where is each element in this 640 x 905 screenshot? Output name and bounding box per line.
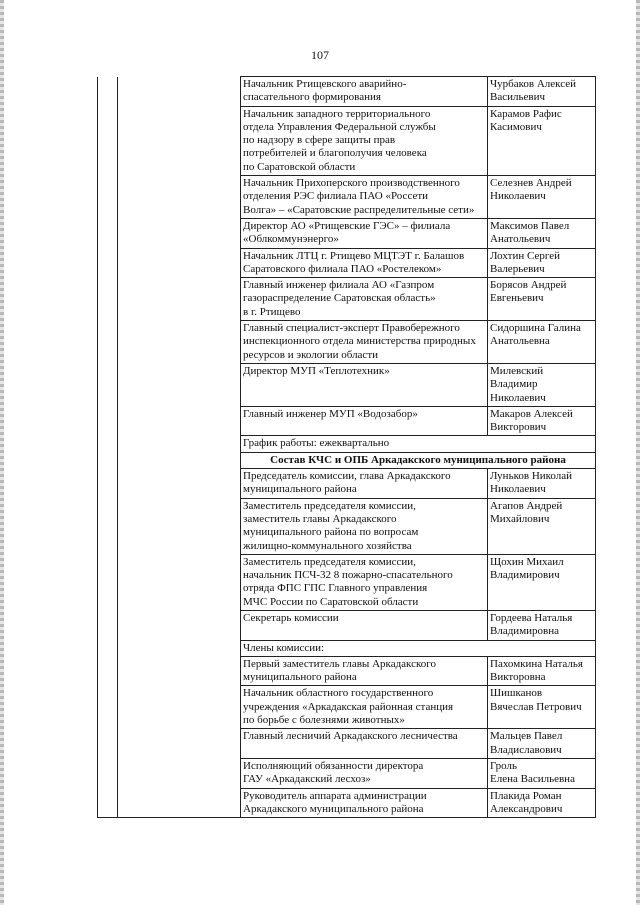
name-cell: Гордеева Наталья Владимировна <box>488 610 596 640</box>
position-cell: Председатель комиссии, глава Аркадакского муниципального района <box>241 469 488 499</box>
name-cell: Щохин Михаил Владимирович <box>488 554 596 610</box>
name-cell: Карамов Рафис Касимович <box>488 106 596 175</box>
name-cell: Лохтин Сергей Валерьевич <box>488 248 596 278</box>
blank-cell-mid <box>118 77 241 818</box>
scan-edge-right <box>636 0 640 905</box>
name-cell: Борясов Андрей Евгеньевич <box>488 278 596 321</box>
position-cell: Секретарь комиссии <box>241 610 488 640</box>
commission-table <box>97 76 596 818</box>
position-cell: Главный инженер МУП «Водозабор» <box>241 406 488 436</box>
position-cell: Исполняющий обязанности директора ГАУ «Аркадакский лесхоз» <box>241 758 488 788</box>
name-cell: Гроль Елена Васильевна <box>488 758 596 788</box>
position-cell: Начальник Прихоперского производственного отделения РЭС филиала ПАО «Россети Волга» – «Саратовские распределительные сети» <box>241 176 488 219</box>
position-cell: Заместитель председателя комиссии, заместитель главы Аркадакского муниципального района по вопросам жилищно-коммунального хозяйства <box>241 498 488 554</box>
name-cell: Шишканов Вячеслав Петрович <box>488 686 596 729</box>
position-cell: Начальник Ртищевского аварийно- спасательного формирования <box>241 77 488 107</box>
schedule-note: График работы: ежеквартально <box>241 436 596 452</box>
blank-cell-left <box>98 77 118 818</box>
position-cell: Главный лесничий Аркадакского лесничества <box>241 729 488 759</box>
position-cell: Директор МУП «Теплотехник» <box>241 363 488 406</box>
position-cell: Первый заместитель главы Аркадакского муниципального района <box>241 656 488 686</box>
name-cell: Мальцев Павел Владиславович <box>488 729 596 759</box>
members-label: Члены комиссии: <box>241 640 596 656</box>
name-cell: Плакида Роман Александрович <box>488 788 596 818</box>
position-cell: Директор АО «Ртищевские ГЭС» – филиала «Облкоммунэнерго» <box>241 218 488 248</box>
position-cell: Начальник областного государственного учреждения «Аркадакская районная станция по борьбе с болезнями животных» <box>241 686 488 729</box>
name-cell: Милевский Владимир Николаевич <box>488 363 596 406</box>
name-cell: Агапов Андрей Михайлович <box>488 498 596 554</box>
position-cell: Руководитель аппарата администрации Аркадакского муниципального района <box>241 788 488 818</box>
position-cell: Заместитель председателя комиссии, начальник ПСЧ-32 8 пожарно-спасательного отряда ФПС ГПС Главного управления МЧС России по Саратовской области <box>241 554 488 610</box>
section-heading: Состав КЧС и ОПБ Аркадакского муниципального района <box>241 452 596 468</box>
position-cell: Начальник ЛТЦ г. Ртищево МЦТЭТ г. Балашов Саратовского филиала ПАО «Ростелеком» <box>241 248 488 278</box>
name-cell: Максимов Павел Анатольевич <box>488 218 596 248</box>
name-cell: Сидоршина Галина Анатольевна <box>488 321 596 364</box>
position-cell: Главный инженер филиала АО «Газпром газораспределение Саратовская область» в г. Ртищево <box>241 278 488 321</box>
page-number: 107 <box>311 48 329 62</box>
table-row <box>98 77 596 107</box>
name-cell: Чурбаков Алексей Васильевич <box>488 77 596 107</box>
name-cell: Селезнев Андрей Николаевич <box>488 176 596 219</box>
name-cell: Луньков Николай Николаевич <box>488 469 596 499</box>
name-cell: Макаров Алексей Викторович <box>488 406 596 436</box>
commission-table-body <box>98 77 596 818</box>
name-cell: Пахомкина Наталья Викторовна <box>488 656 596 686</box>
position-cell: Главный специалист-эксперт Правобережного инспекционного отдела министерства природных ресурсов и экологии области <box>241 321 488 364</box>
position-cell: Начальник западного территориального отдела Управления Федеральной службы по надзору в сфере защиты прав потребителей и благополучия человека по Саратовской области <box>241 106 488 175</box>
scan-edge-left <box>0 0 4 905</box>
